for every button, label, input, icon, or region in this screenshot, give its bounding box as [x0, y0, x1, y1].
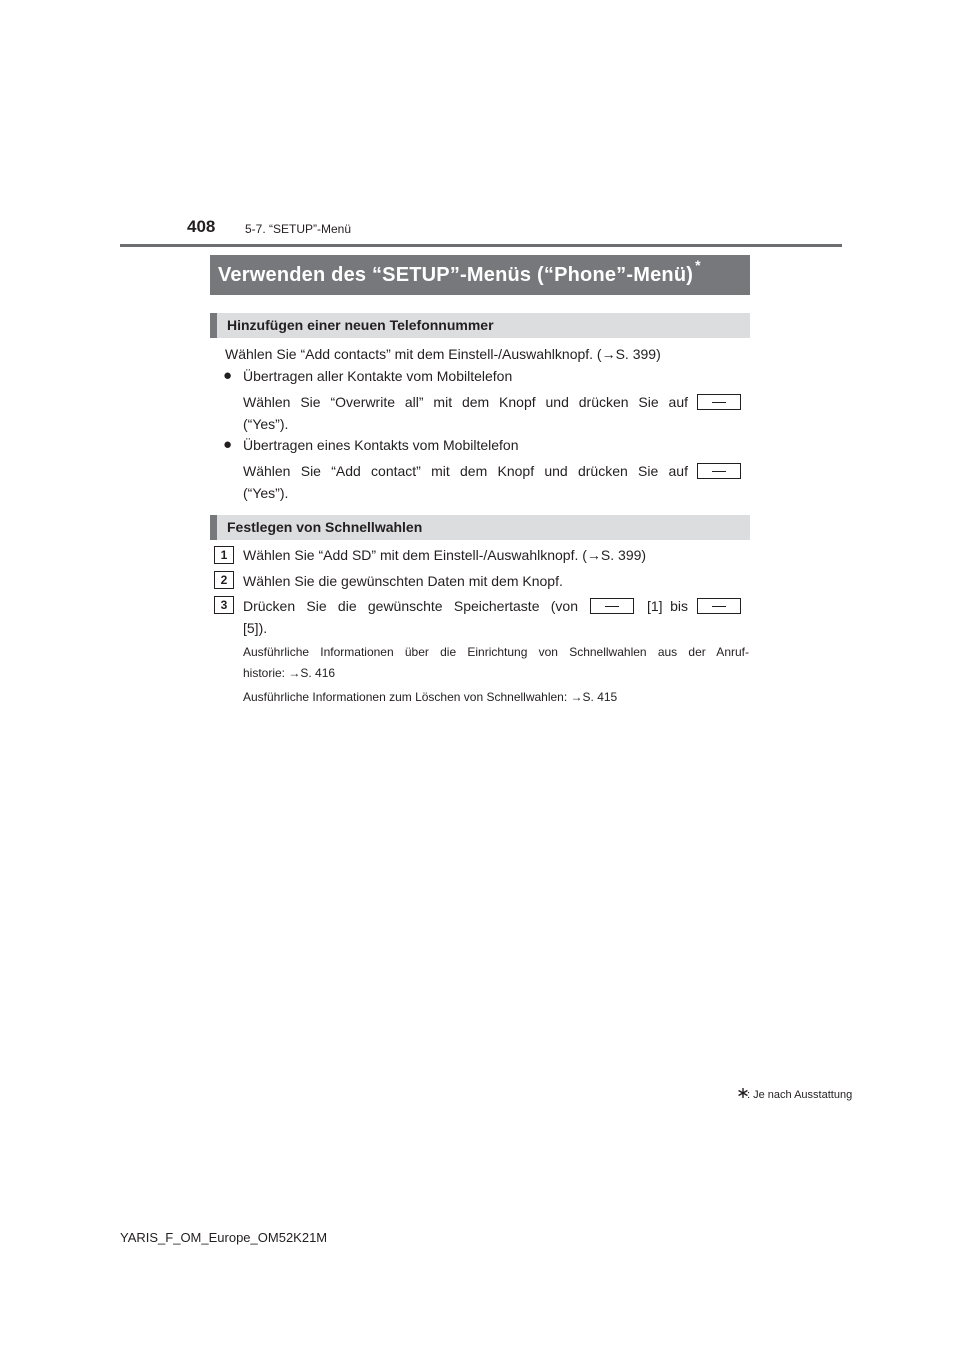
subheading-speed-dial: Festlegen von Schnellwahlen — [210, 515, 750, 540]
preset-button-icon — [590, 598, 634, 614]
bullet-title-single-contact: Übertragen eines Kontakts vom Mobiltelefon — [243, 437, 519, 453]
step-text-3: Drücken Sie die gewünschte Speichertaste (von — [243, 598, 578, 614]
subheading-add-number: Hinzufügen einer neuen Telefonnummer — [210, 313, 750, 338]
note-call-history-cont: historie: →S. 416 — [243, 666, 336, 680]
bullet-title-all-contacts: Übertragen aller Kontakte vom Mobiltelefon — [243, 368, 513, 384]
step-text-3-end: [5]). — [243, 620, 268, 636]
preset-button-icon — [697, 598, 741, 614]
note-delete-speed-dial: Ausführliche Informationen zum Löschen von Schnellwahlen: →S. 415 — [243, 690, 618, 704]
step-number-2: 2 — [214, 571, 234, 589]
note-call-history: Ausführliche Informationen über die Einrichtung von Schnellwahlen aus der Anruf- — [243, 645, 749, 659]
bullet-body-single-contact: Wählen Sie “Add contact” mit dem Knopf und drücken Sie auf — [243, 463, 688, 479]
bullet-icon: ● — [223, 436, 233, 453]
section-title: 5-7. “SETUP”-Menü — [245, 222, 352, 236]
asterisk-icon: * — [695, 257, 701, 273]
page-title: Verwenden des “SETUP”-Menüs (“Phone”-Menü) — [218, 264, 694, 286]
page-title-bar — [210, 255, 750, 295]
bullet-body-all-contacts-cont: (“Yes”). — [243, 416, 289, 432]
footnote-text: : Je nach Ausstattung — [747, 1089, 853, 1101]
header-divider — [120, 244, 842, 247]
step-number-3: 3 — [214, 596, 234, 614]
page-number: 408 — [187, 217, 216, 236]
step-text-1: Wählen Sie “Add SD” mit dem Einstell-/Auswahlknopf. (→S. 399) — [243, 547, 647, 563]
bullet-body-single-contact-cont: (“Yes”). — [243, 485, 289, 501]
yes-button-icon — [697, 394, 741, 410]
yes-button-icon — [697, 463, 741, 479]
add-contacts-intro: Wählen Sie “Add contacts” mit dem Einstell-/Auswahlknopf. (→S. 399) — [225, 346, 661, 362]
step-number-1: 1 — [214, 546, 234, 564]
bullet-icon: ● — [223, 367, 233, 384]
bullet-body-all-contacts: Wählen Sie “Overwrite all” mit dem Knopf und drücken Sie auf — [243, 394, 688, 410]
step-text-3-range: [1] bis — [647, 598, 688, 614]
step-text-2: Wählen Sie die gewünschten Daten mit dem Knopf. — [243, 573, 563, 589]
document-footer: YARIS_F_OM_Europe_OM52K21M — [120, 1230, 328, 1245]
